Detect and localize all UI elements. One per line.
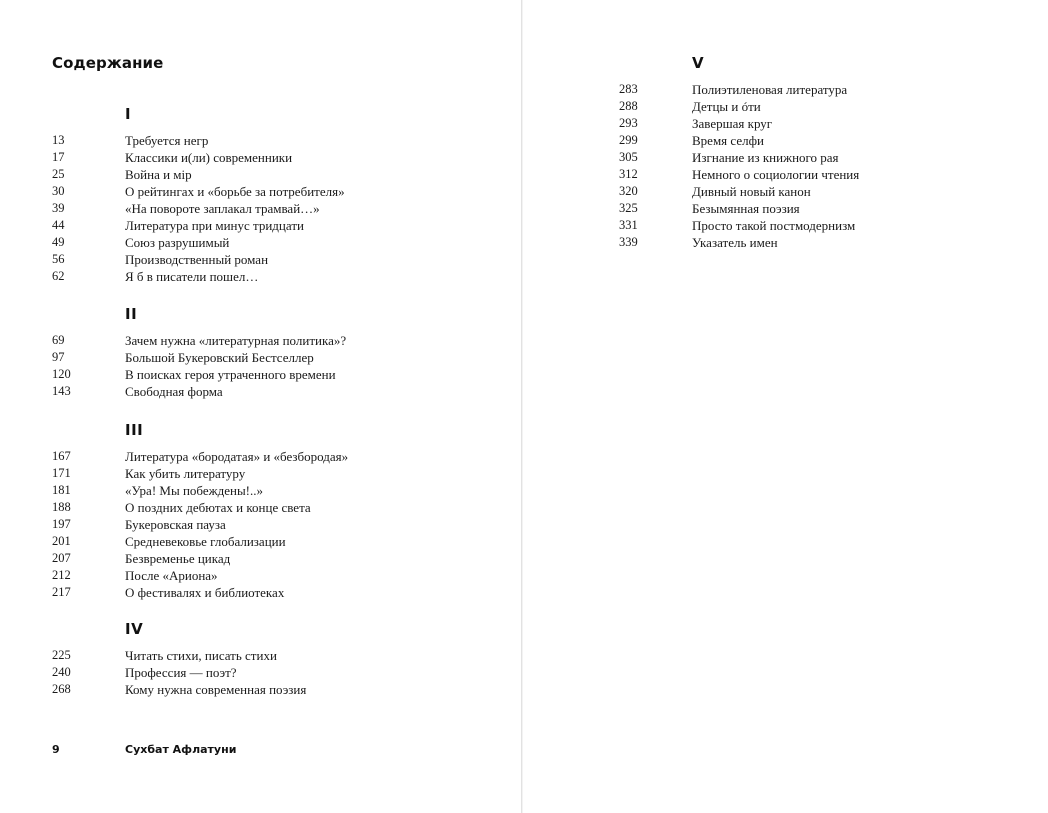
toc-entry-page: 62 xyxy=(52,269,65,283)
toc-entry-title: Безымянная поэзия xyxy=(692,201,800,216)
toc-entry-title: Немного о социологии чтения xyxy=(692,167,860,182)
toc-entry-title: Безвременье цикад xyxy=(125,551,231,566)
running-author: Сухбат Афлатуни xyxy=(125,743,237,756)
toc-entry xyxy=(52,251,345,268)
toc-entry xyxy=(619,98,859,115)
toc-entry-title: Читать стихи, писать стихи xyxy=(125,648,277,663)
toc-entry xyxy=(52,132,345,149)
toc-entry xyxy=(52,166,345,183)
section-heading: III xyxy=(125,421,144,439)
toc-entry-page: 225 xyxy=(52,648,71,662)
toc-entry-title: Время селфи xyxy=(692,133,764,148)
toc-entry-title: В поисках героя утраченного времени xyxy=(125,367,336,382)
toc-entry-title: Я б в писатели пошел… xyxy=(125,269,259,284)
toc-entry xyxy=(52,234,345,251)
toc-section-3 xyxy=(52,421,348,601)
toc-entry xyxy=(52,533,348,550)
toc-entry-page: 39 xyxy=(52,201,65,215)
toc-entry-title: Дивный новый канон xyxy=(692,184,811,199)
page-footer xyxy=(52,743,236,756)
toc-entry-page: 339 xyxy=(619,235,638,249)
toc-section-1 xyxy=(52,105,345,285)
toc-entry xyxy=(619,217,859,234)
toc-entry-title: Зачем нужна «литературная политика»? xyxy=(125,333,347,348)
toc-entry-title: Изгнание из книжного рая xyxy=(692,150,839,165)
toc-entry-title: Просто такой постмодернизм xyxy=(692,218,856,233)
toc-entry-page: 325 xyxy=(619,201,638,215)
toc-entry-title: Букеровская пауза xyxy=(125,517,226,532)
toc-entry xyxy=(619,115,859,132)
toc-entry-page: 167 xyxy=(52,449,71,463)
toc-entry-title: О рейтингах и «борьбе за потребителя» xyxy=(125,184,345,199)
toc-entry-title: «На повороте заплакал трамвай…» xyxy=(125,201,320,216)
toc-entry-page: 207 xyxy=(52,551,71,565)
toc-entry-page: 181 xyxy=(52,483,71,497)
toc-entry-title: Литература «бородатая» и «безбородая» xyxy=(125,449,349,464)
toc-entry-page: 212 xyxy=(52,568,71,582)
toc-entry-title: Литература при минус тридцати xyxy=(125,218,304,233)
toc-entry-page: 30 xyxy=(52,184,65,198)
toc-entry-page: 331 xyxy=(619,218,638,232)
toc-entry-title: Полиэтиленовая литература xyxy=(692,82,848,97)
toc-entry-page: 69 xyxy=(52,333,65,347)
toc-entry-title: «Ура! Мы побеждены!..» xyxy=(125,483,264,498)
toc-entry xyxy=(52,349,346,366)
toc-entry xyxy=(619,183,859,200)
section-heading: IV xyxy=(125,620,144,638)
toc-entry-page: 143 xyxy=(52,384,71,398)
page-title: Содержание xyxy=(52,54,164,72)
toc-entry xyxy=(52,482,348,499)
toc-entry-page: 312 xyxy=(619,167,638,181)
toc-entry-title: Завершая круг xyxy=(692,116,773,131)
toc-entry-page: 13 xyxy=(52,133,65,147)
toc-entry-title: Детцы и óти xyxy=(692,99,761,114)
toc-section-4 xyxy=(52,620,306,698)
toc-section-2 xyxy=(52,305,346,400)
toc-entry xyxy=(619,132,859,149)
toc-entry-page: 17 xyxy=(52,150,65,164)
toc-entry-title: Свободная форма xyxy=(125,384,223,399)
toc-entry xyxy=(52,499,348,516)
toc-entry xyxy=(52,681,306,698)
toc-entry-page: 201 xyxy=(52,534,71,548)
toc-entry xyxy=(619,200,859,217)
toc-entry-title: О поздних дебютах и конце света xyxy=(125,500,311,515)
toc-entry-page: 240 xyxy=(52,665,71,679)
toc-entry-page: 288 xyxy=(619,99,638,113)
toc-entry xyxy=(619,149,859,166)
toc-entry xyxy=(619,81,859,98)
toc-entry xyxy=(52,584,348,601)
toc-entry-page: 217 xyxy=(52,585,71,599)
toc-entry xyxy=(619,234,859,251)
toc-entry xyxy=(52,516,348,533)
toc-entry xyxy=(52,200,345,217)
toc-entry-title: Указатель имен xyxy=(692,235,778,250)
left-page xyxy=(0,0,522,813)
right-page xyxy=(523,0,1048,813)
toc-entry-page: 120 xyxy=(52,367,71,381)
page-number: 9 xyxy=(52,743,60,756)
toc-entry-page: 293 xyxy=(619,116,638,130)
toc-entry-title: Война и мір xyxy=(125,167,192,182)
toc-entry-page: 44 xyxy=(52,218,65,232)
toc-entry xyxy=(52,332,346,349)
toc-entry-title: Производственный роман xyxy=(125,252,269,267)
toc-entry-title: Средневековье глобализации xyxy=(125,534,286,549)
toc-entry xyxy=(52,217,345,234)
toc-section-5 xyxy=(619,54,859,251)
toc-entry-page: 320 xyxy=(619,184,638,198)
toc-entry-page: 188 xyxy=(52,500,71,514)
toc-entry xyxy=(52,183,345,200)
toc-entry xyxy=(52,647,306,664)
toc-entry-title: После «Ариона» xyxy=(125,568,218,583)
toc-entry-title: Классики и(ли) современники xyxy=(125,150,293,165)
toc-entry-page: 49 xyxy=(52,235,65,249)
toc-entry xyxy=(52,664,306,681)
toc-entry-title: Кому нужна современная поэзия xyxy=(125,682,307,697)
toc-entry-page: 299 xyxy=(619,133,638,147)
toc-entry-page: 171 xyxy=(52,466,71,480)
toc-entry-title: Союз разрушимый xyxy=(125,235,230,250)
section-heading: II xyxy=(125,305,138,323)
toc-entry xyxy=(52,149,345,166)
toc-entry xyxy=(52,465,348,482)
toc-entry xyxy=(52,268,345,285)
toc-entry-title: Большой Букеровский Бестселлер xyxy=(125,350,314,365)
toc-entry xyxy=(619,166,859,183)
toc-entry-page: 56 xyxy=(52,252,65,266)
toc-entry xyxy=(52,567,348,584)
toc-entry-page: 25 xyxy=(52,167,65,181)
toc-entry-page: 97 xyxy=(52,350,65,364)
toc-entry-page: 268 xyxy=(52,682,71,696)
toc-entry xyxy=(52,383,346,400)
toc-entry-title: Как убить литературу xyxy=(125,466,246,481)
toc-entry-title: О фестивалях и библиотеках xyxy=(125,585,285,600)
toc-entry-page: 305 xyxy=(619,150,638,164)
toc-entry-title: Требуется негр xyxy=(125,133,209,148)
toc-entry xyxy=(52,448,348,465)
section-heading: I xyxy=(125,105,132,123)
toc-entry-page: 283 xyxy=(619,82,638,96)
section-heading: V xyxy=(692,54,705,72)
toc-entry xyxy=(52,366,346,383)
toc-entry-page: 197 xyxy=(52,517,71,531)
toc-entry xyxy=(52,550,348,567)
toc-entry-title: Профессия — поэт? xyxy=(125,665,237,680)
